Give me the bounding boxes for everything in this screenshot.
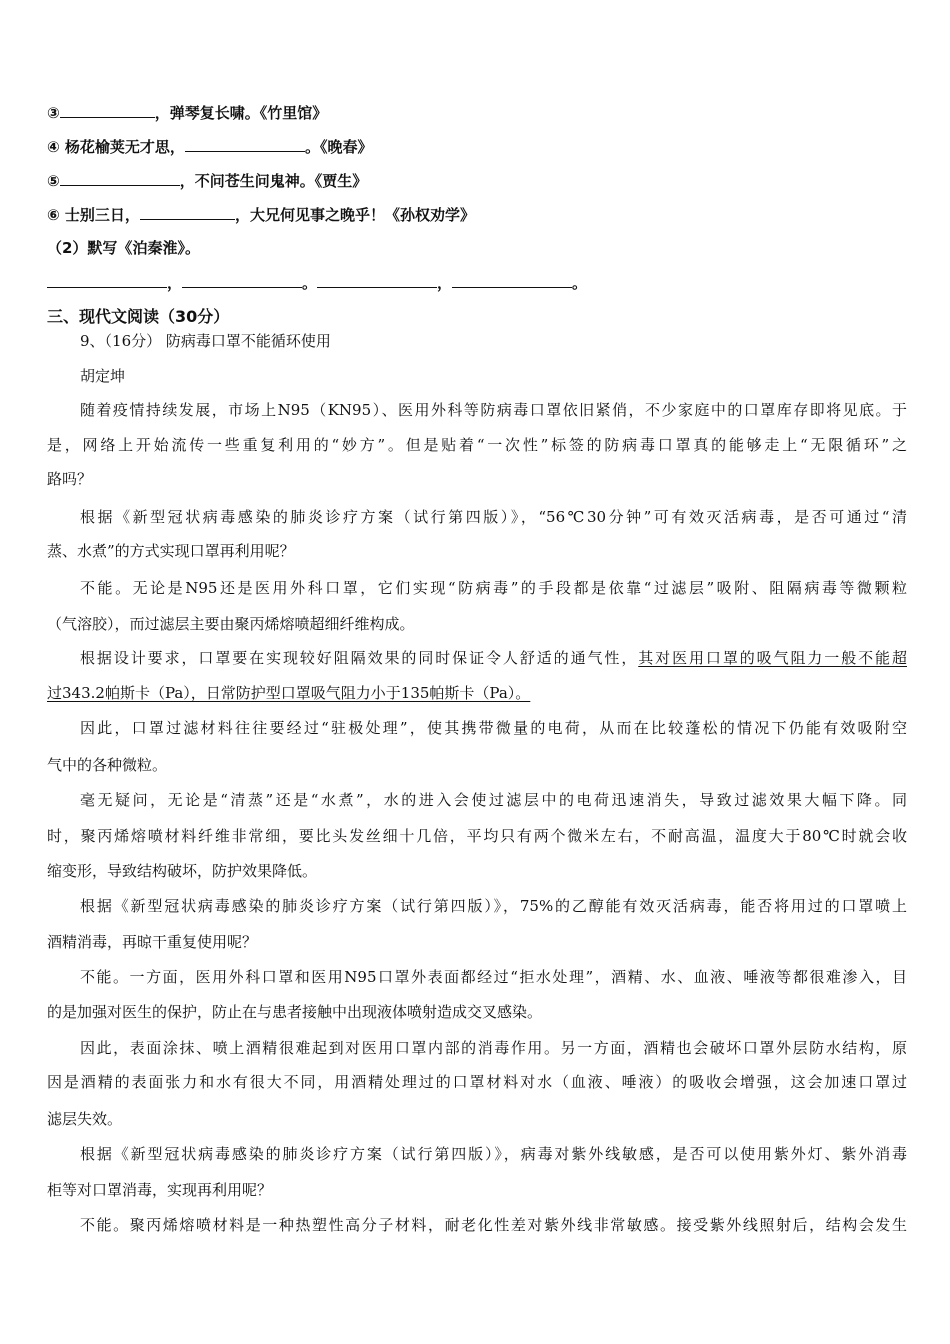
poem-q5-suffix: ，不问苍生问鬼神。《贾生》 [179, 172, 368, 190]
paragraph-line: 酒精消毒，再晾干重复使用呢？ [47, 933, 258, 951]
paragraph-line: 滤层失效。 [47, 1110, 123, 1128]
article-author: 胡定坤 [80, 367, 126, 385]
paragraph-line: 不能。一方面，医用外科口罩和医用N95口罩外表面都经过“拒水处理”，酒精、水、血液、唾液等都很难渗入，目 [80, 968, 907, 986]
paragraph-line: 路吗？ [47, 470, 93, 488]
poem-q5 [47, 170, 907, 191]
poem-q2-title: （2）默写《泊秦淮》。 [47, 239, 200, 257]
answer-sep: ， [437, 274, 453, 292]
paragraph-line: （气溶胶），而过滤层主要由聚丙烯熔喷超细纤维构成。 [47, 615, 415, 633]
poem-q4 [47, 136, 907, 157]
question-9-title: 9、（16分） 防病毒口罩不能循环使用 [80, 332, 331, 350]
poem-q3 [47, 102, 907, 123]
answer-blank[interactable] [317, 272, 437, 288]
paragraph-line: 随着疫情持续发展，市场上N95（KN95）、医用外科等防病毒口罩依旧紧俏，不少家庭中的口罩库存即将见底。于 [80, 401, 907, 419]
paragraph-line: 时，聚丙烯熔喷材料纤维非常细，要比头发丝细十几倍，平均只有两个微米左右，不耐高温，温度大于80℃时就会收 [47, 827, 907, 845]
poem-q6-prefix: ⑥ 士别三日， [47, 206, 140, 224]
paragraph-line: 不能。无论是N95还是医用外科口罩，它们实现“防病毒”的手段都是依靠“过滤层”吸附、阻隔病毒等微颗粒 [80, 579, 907, 597]
poem-q4-prefix: ④ 杨花榆荚无才思， [47, 138, 185, 156]
paragraph-line: 的是加强对医生的保护，防止在与患者接触中出现液体喷射造成交叉感染。 [47, 1003, 543, 1021]
paragraph-line: 根据《新型冠状病毒感染的肺炎诊疗方案（试行第四版）》，75%的乙醇能有效灭活病毒，能否将用过的口罩喷上 [80, 897, 907, 915]
answer-blank[interactable] [182, 272, 302, 288]
answer-sep: 。 [572, 274, 588, 292]
poem-q6-suffix: ，大兄何见事之晚乎！《孙权劝学》 [234, 206, 475, 224]
paragraph-text: 根据设计要求，口罩要在实现较好阻隔效果的同时保证令人舒适的通气性， [80, 649, 639, 667]
poem-q3-suffix: ，弹琴复长啸。《竹里馆》 [154, 104, 328, 122]
answer-blank[interactable] [140, 204, 235, 220]
answer-sep: 。 [302, 274, 318, 292]
answer-blank[interactable] [452, 272, 572, 288]
underlined-text: 过343.2帕斯卡（Pa），日常防护型口罩吸气阻力小于135帕斯卡（Pa）。 [47, 684, 531, 702]
poem-q4-suffix: 。《晚春》 [304, 138, 373, 156]
paragraph-line: 不能。聚丙烯熔喷材料是一种热塑性高分子材料，耐老化性差对紫外线非常敏感。接受紫外线照射后，结构会发生 [80, 1216, 907, 1234]
paragraph-line: 根据《新型冠状病毒感染的肺炎诊疗方案（试行第四版）》，“56℃30分钟”可有效灭活病毒，是否可通过“清 [80, 508, 907, 526]
paragraph-line [80, 648, 907, 668]
paragraph-line: 根据《新型冠状病毒感染的肺炎诊疗方案（试行第四版）》，病毒对紫外线敏感，是否可以使用紫外灯、紫外消毒 [80, 1145, 907, 1163]
paragraph-line: 蒸、水煮”的方式实现口罩再利用呢？ [47, 542, 295, 560]
poem-q6 [47, 204, 907, 225]
underlined-text: 其对医用口罩的吸气阻力一般不能超 [638, 649, 907, 667]
paragraph-line: 因此，口罩过滤材料往往要经过“驻极处理”，使其携带微量的电荷，从而在比较蓬松的情况下仍能有效吸附空 [80, 719, 907, 737]
paragraph-line: 因此，表面涂抹、喷上酒精很难起到对医用口罩内部的消毒作用。另一方面，酒精也会破坏口罩外层防水结构，原 [80, 1039, 907, 1057]
paragraph-line: 因是酒精的表面张力和水有很大不同，用酒精处理过的口罩材料对水（血液、唾液）的吸收会增强，这会加速口罩过 [47, 1073, 907, 1091]
paragraph-line: 是，网络上开始流传一些重复利用的“妙方”。但是贴着“一次性”标签的防病毒口罩真的能够走上“无限循环”之 [47, 436, 907, 454]
poem-q3-prefix: ③ [47, 104, 60, 122]
paragraph-line: 柜等对口罩消毒，实现再利用呢？ [47, 1181, 273, 1199]
answer-sep: ， [167, 274, 183, 292]
paragraph-line: 毫无疑问，无论是“清蒸”还是“水煮”，水的进入会使过滤层中的电荷迅速消失，导致过滤效果大幅下降。同 [80, 791, 907, 809]
answer-blank[interactable] [60, 102, 155, 118]
paragraph-line: 缩变形，导致结构破坏，防护效果降低。 [47, 862, 318, 880]
section-heading: 三、现代文阅读（30分） [47, 307, 230, 326]
answer-blank[interactable] [185, 136, 305, 152]
poem-q2-answer-line [47, 272, 907, 293]
answer-blank[interactable] [60, 170, 180, 186]
poem-q5-prefix: ⑤ [47, 172, 60, 190]
paragraph-line: 气中的各种微粒。 [47, 756, 168, 774]
answer-blank[interactable] [47, 272, 167, 288]
